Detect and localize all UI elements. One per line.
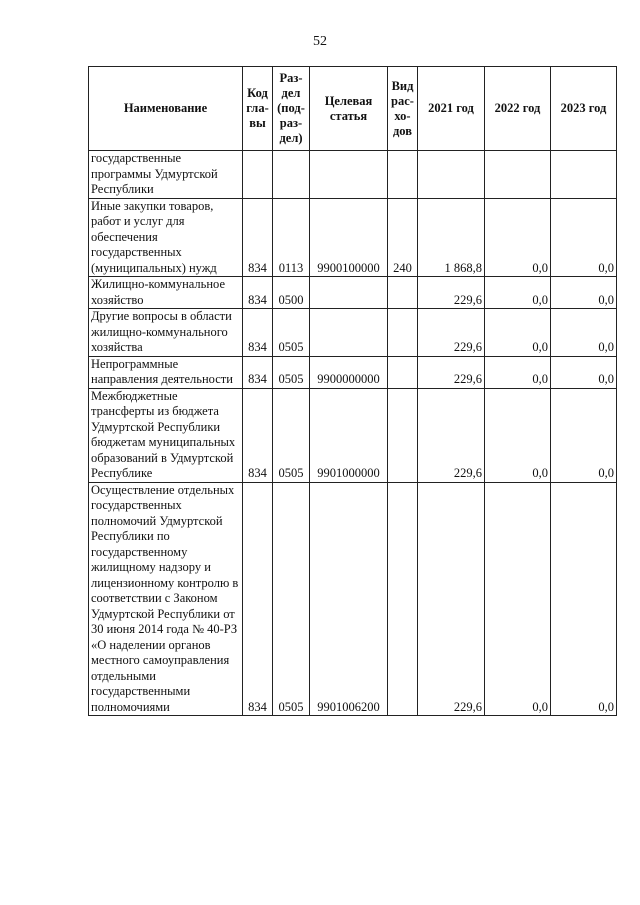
row-section: 0505 [273, 309, 310, 357]
page-number: 52 [313, 34, 327, 49]
row-target: 9901000000 [310, 388, 388, 482]
table-row [89, 198, 617, 277]
row-expense-type [388, 388, 418, 482]
row-2022: 0,0 [485, 198, 551, 277]
row-name: Осуществление отдельных государственных полномочий Удмуртской Республики по государственному жилищному надзору и лицензионному контролю в соответствии с Законом Удмуртской Республики от 30 июня 2014 года № 40-РЗ «О наделении органов местного самоуправления отдельными государственными полномочиями [89, 482, 243, 716]
row-2023: 0,0 [551, 482, 617, 716]
table-row [89, 309, 617, 357]
row-target: 9900100000 [310, 198, 388, 277]
row-expense-type [388, 309, 418, 357]
row-code: 834 [243, 309, 273, 357]
row-code: 834 [243, 198, 273, 277]
row-2022: 0,0 [485, 388, 551, 482]
col-header-name: Наименование [89, 67, 243, 151]
row-target [310, 151, 388, 199]
row-section [273, 151, 310, 199]
col-header-target: Целевая статья [310, 67, 388, 151]
table-row [89, 277, 617, 309]
header-row [89, 67, 617, 151]
row-expense-type [388, 151, 418, 199]
row-target: 9900000000 [310, 356, 388, 388]
row-2023: 0,0 [551, 198, 617, 277]
row-section: 0505 [273, 482, 310, 716]
col-header-expense-type: Вид рас- хо- дов [388, 67, 418, 151]
col-header-2023: 2023 год [551, 67, 617, 151]
row-name: Другие вопросы в области жилищно-коммунального хозяйства [89, 309, 243, 357]
col-header-2022: 2022 год [485, 67, 551, 151]
row-name: Иные закупки товаров, работ и услуг для обеспечения государственных (муниципальных) нужд [89, 198, 243, 277]
col-header-code: Код гла- вы [243, 67, 273, 151]
row-2023: 0,0 [551, 356, 617, 388]
table-row [89, 356, 617, 388]
row-expense-type: 240 [388, 198, 418, 277]
row-target: 9901006200 [310, 482, 388, 716]
row-2021: 229,6 [418, 277, 485, 309]
row-code: 834 [243, 388, 273, 482]
row-section: 0113 [273, 198, 310, 277]
row-expense-type [388, 356, 418, 388]
row-expense-type [388, 277, 418, 309]
row-2022: 0,0 [485, 482, 551, 716]
table-row [89, 151, 617, 199]
row-2021: 229,6 [418, 482, 485, 716]
row-code: 834 [243, 482, 273, 716]
row-code: 834 [243, 277, 273, 309]
row-section: 0505 [273, 356, 310, 388]
col-header-2021: 2021 год [418, 67, 485, 151]
row-2022: 0,0 [485, 277, 551, 309]
row-2021 [418, 151, 485, 199]
row-2023 [551, 151, 617, 199]
row-2021: 229,6 [418, 356, 485, 388]
row-2022: 0,0 [485, 309, 551, 357]
row-2023: 0,0 [551, 388, 617, 482]
row-name: Непрограммные направления деятельности [89, 356, 243, 388]
row-section: 0500 [273, 277, 310, 309]
budget-table [88, 66, 617, 716]
row-2022 [485, 151, 551, 199]
row-2021: 1 868,8 [418, 198, 485, 277]
row-code [243, 151, 273, 199]
row-2023: 0,0 [551, 277, 617, 309]
row-target [310, 309, 388, 357]
row-expense-type [388, 482, 418, 716]
row-2022: 0,0 [485, 356, 551, 388]
row-code: 834 [243, 356, 273, 388]
row-2021: 229,6 [418, 388, 485, 482]
row-section: 0505 [273, 388, 310, 482]
row-target [310, 277, 388, 309]
row-name: государственные программы Удмуртской Республики [89, 151, 243, 199]
table-row [89, 388, 617, 482]
row-name: Межбюджетные трансферты из бюджета Удмуртской Республики бюджетам муниципальных образований в Удмуртской Республике [89, 388, 243, 482]
row-2023: 0,0 [551, 309, 617, 357]
row-2021: 229,6 [418, 309, 485, 357]
col-header-section: Раз- дел (под- раз- дел) [273, 67, 310, 151]
row-name: Жилищно-коммунальное хозяйство [89, 277, 243, 309]
table-row [89, 482, 617, 716]
